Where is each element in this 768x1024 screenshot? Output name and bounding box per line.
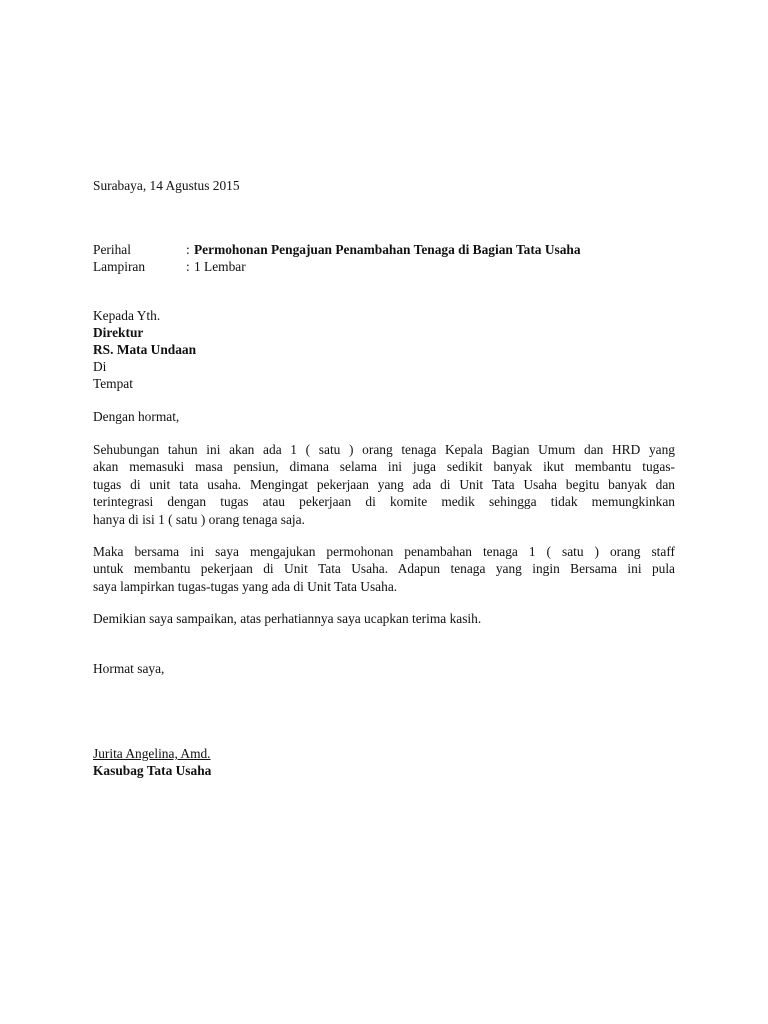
paragraph-1-line: terintegrasi dengan tugas atau pekerjaan di komite medik sehingga tidak memungkinkan bbox=[93, 494, 675, 510]
lampiran-colon: : bbox=[186, 259, 190, 274]
perihal-value: Permohonan Pengajuan Penambahan Tenaga di Bagian Tata Usaha bbox=[194, 242, 581, 257]
paragraph-1 bbox=[93, 441, 675, 528]
recipient-organization: RS. Mata Undaan bbox=[93, 342, 197, 357]
paragraph-1-line: akan memasuki masa pensiun, dimana selama ini juga sedikit banyak ikut membantu tugas- bbox=[93, 459, 675, 475]
paragraph-2-line: saya lampirkan tugas-tugas yang ada di Unit Tata Usaha. bbox=[93, 578, 398, 594]
place-date: Surabaya, 14 Agustus 2015 bbox=[93, 178, 240, 193]
regards: Hormat saya, bbox=[93, 661, 165, 676]
perihal-colon: : bbox=[186, 242, 190, 257]
lampiran-value: 1 Lembar bbox=[194, 259, 246, 274]
signer-name: Jurita Angelina, Amd. bbox=[93, 746, 211, 761]
recipient-position: Direktur bbox=[93, 325, 144, 340]
paragraph-1-line: tugas di unit tata usaha. Mengingat pekerjaan yang ada di Unit Tata Usaha begitu banyak dan bbox=[93, 476, 675, 492]
recipient-salutation: Kepada Yth. bbox=[93, 308, 161, 323]
paragraph-2 bbox=[93, 543, 675, 595]
signer-title: Kasubag Tata Usaha bbox=[93, 763, 212, 778]
paragraph-1-line: Sehubungan tahun ini akan ada 1 ( satu ) orang tenaga Kepala Bagian Umum dan HRD yang bbox=[93, 442, 675, 457]
paragraph-2-line: Maka bersama ini saya mengajukan permohonan penambahan tenaga 1 ( satu ) orang staff bbox=[93, 544, 675, 559]
recipient-di: Di bbox=[93, 359, 107, 374]
greeting: Dengan hormat, bbox=[93, 409, 180, 424]
paragraph-2-line: untuk membantu pekerjaan di Unit Tata Usaha. Adapun tenaga yang ingin Bersama ini pula bbox=[93, 561, 675, 577]
perihal-label: Perihal bbox=[93, 242, 131, 257]
closing-sentence: Demikian saya sampaikan, atas perhatiannya saya ucapkan terima kasih. bbox=[93, 611, 482, 626]
lampiran-label: Lampiran bbox=[93, 259, 146, 274]
recipient-place: Tempat bbox=[93, 376, 133, 391]
paragraph-1-line: hanya di isi 1 ( satu ) orang tenaga saja. bbox=[93, 511, 305, 527]
